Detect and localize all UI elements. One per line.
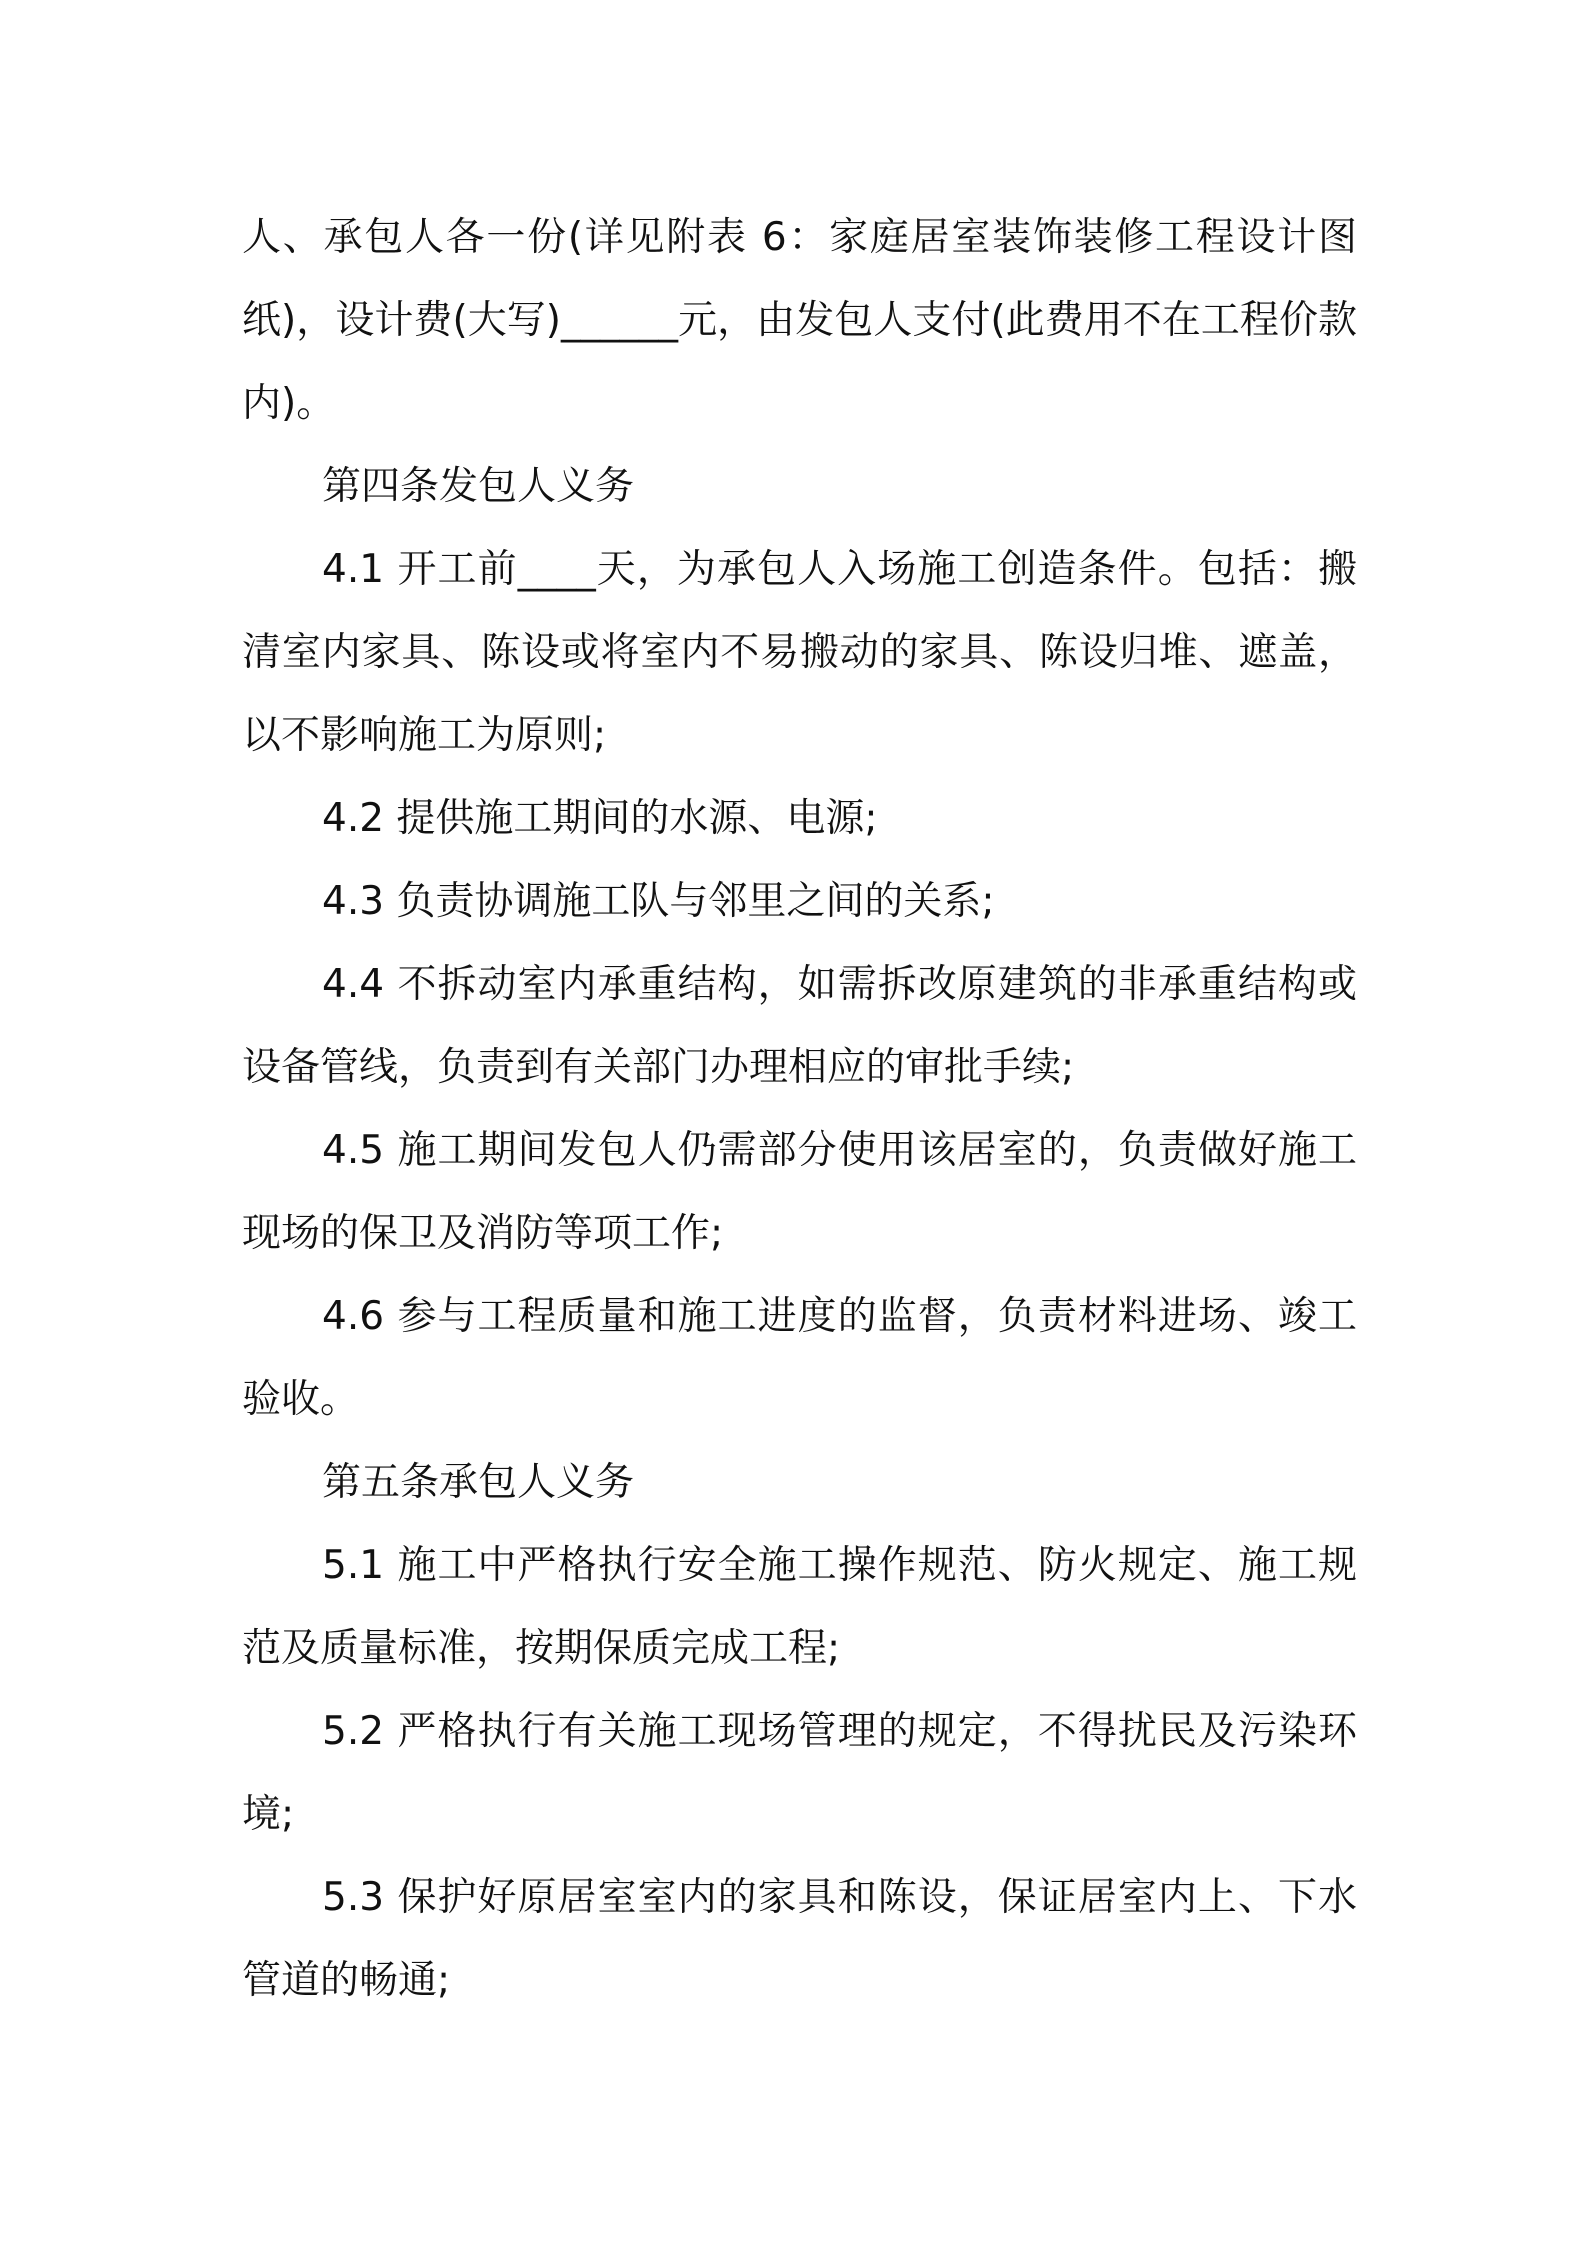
section-heading-article-5: 第五条承包人义务 (322, 1460, 635, 1505)
clause-4-1: 4.1 开工前____天，为承包人入场施工创造条件。包括：搬清室内家具、陈设或将室内不易搬动的家具、陈设归堆、遮盖，以不影响施工为原则; (242, 547, 1357, 758)
section-heading-article-4: 第四条发包人义务 (322, 464, 635, 509)
clause-4-6: 4.6 参与工程质量和施工进度的监督，负责材料进场、竣工验收。 (242, 1294, 1357, 1422)
clause-4-5: 4.5 施工期间发包人仍需部分使用该居室的，负责做好施工现场的保卫及消防等项工作; (242, 1128, 1357, 1256)
clause-4-4: 4.4 不拆动室内承重结构，如需拆改原建筑的非承重结构或设备管线，负责到有关部门办理相应的审批手续; (242, 962, 1357, 1090)
clause-4-2: 4.2 提供施工期间的水源、电源; (322, 796, 878, 841)
clause-5-2: 5.2 严格执行有关施工现场管理的规定，不得扰民及污染环境; (242, 1709, 1357, 1837)
clause-4-3: 4.3 负责协调施工队与邻里之间的关系; (322, 879, 995, 924)
clause-5-3: 5.3 保护好原居室室内的家具和陈设，保证居室内上、下水管道的畅通; (242, 1875, 1357, 2003)
document-body (242, 196, 1357, 2022)
clause-5-1: 5.1 施工中严格执行安全施工操作规范、防火规定、施工规范及质量标准，按期保质完成工程; (242, 1543, 1357, 1671)
paragraph-continuation: 人、承包人各一份(详见附表 6：家庭居室装饰装修工程设计图纸)，设计费(大写)______元，由发包人支付(此费用不在工程价款内)。 (242, 215, 1357, 426)
